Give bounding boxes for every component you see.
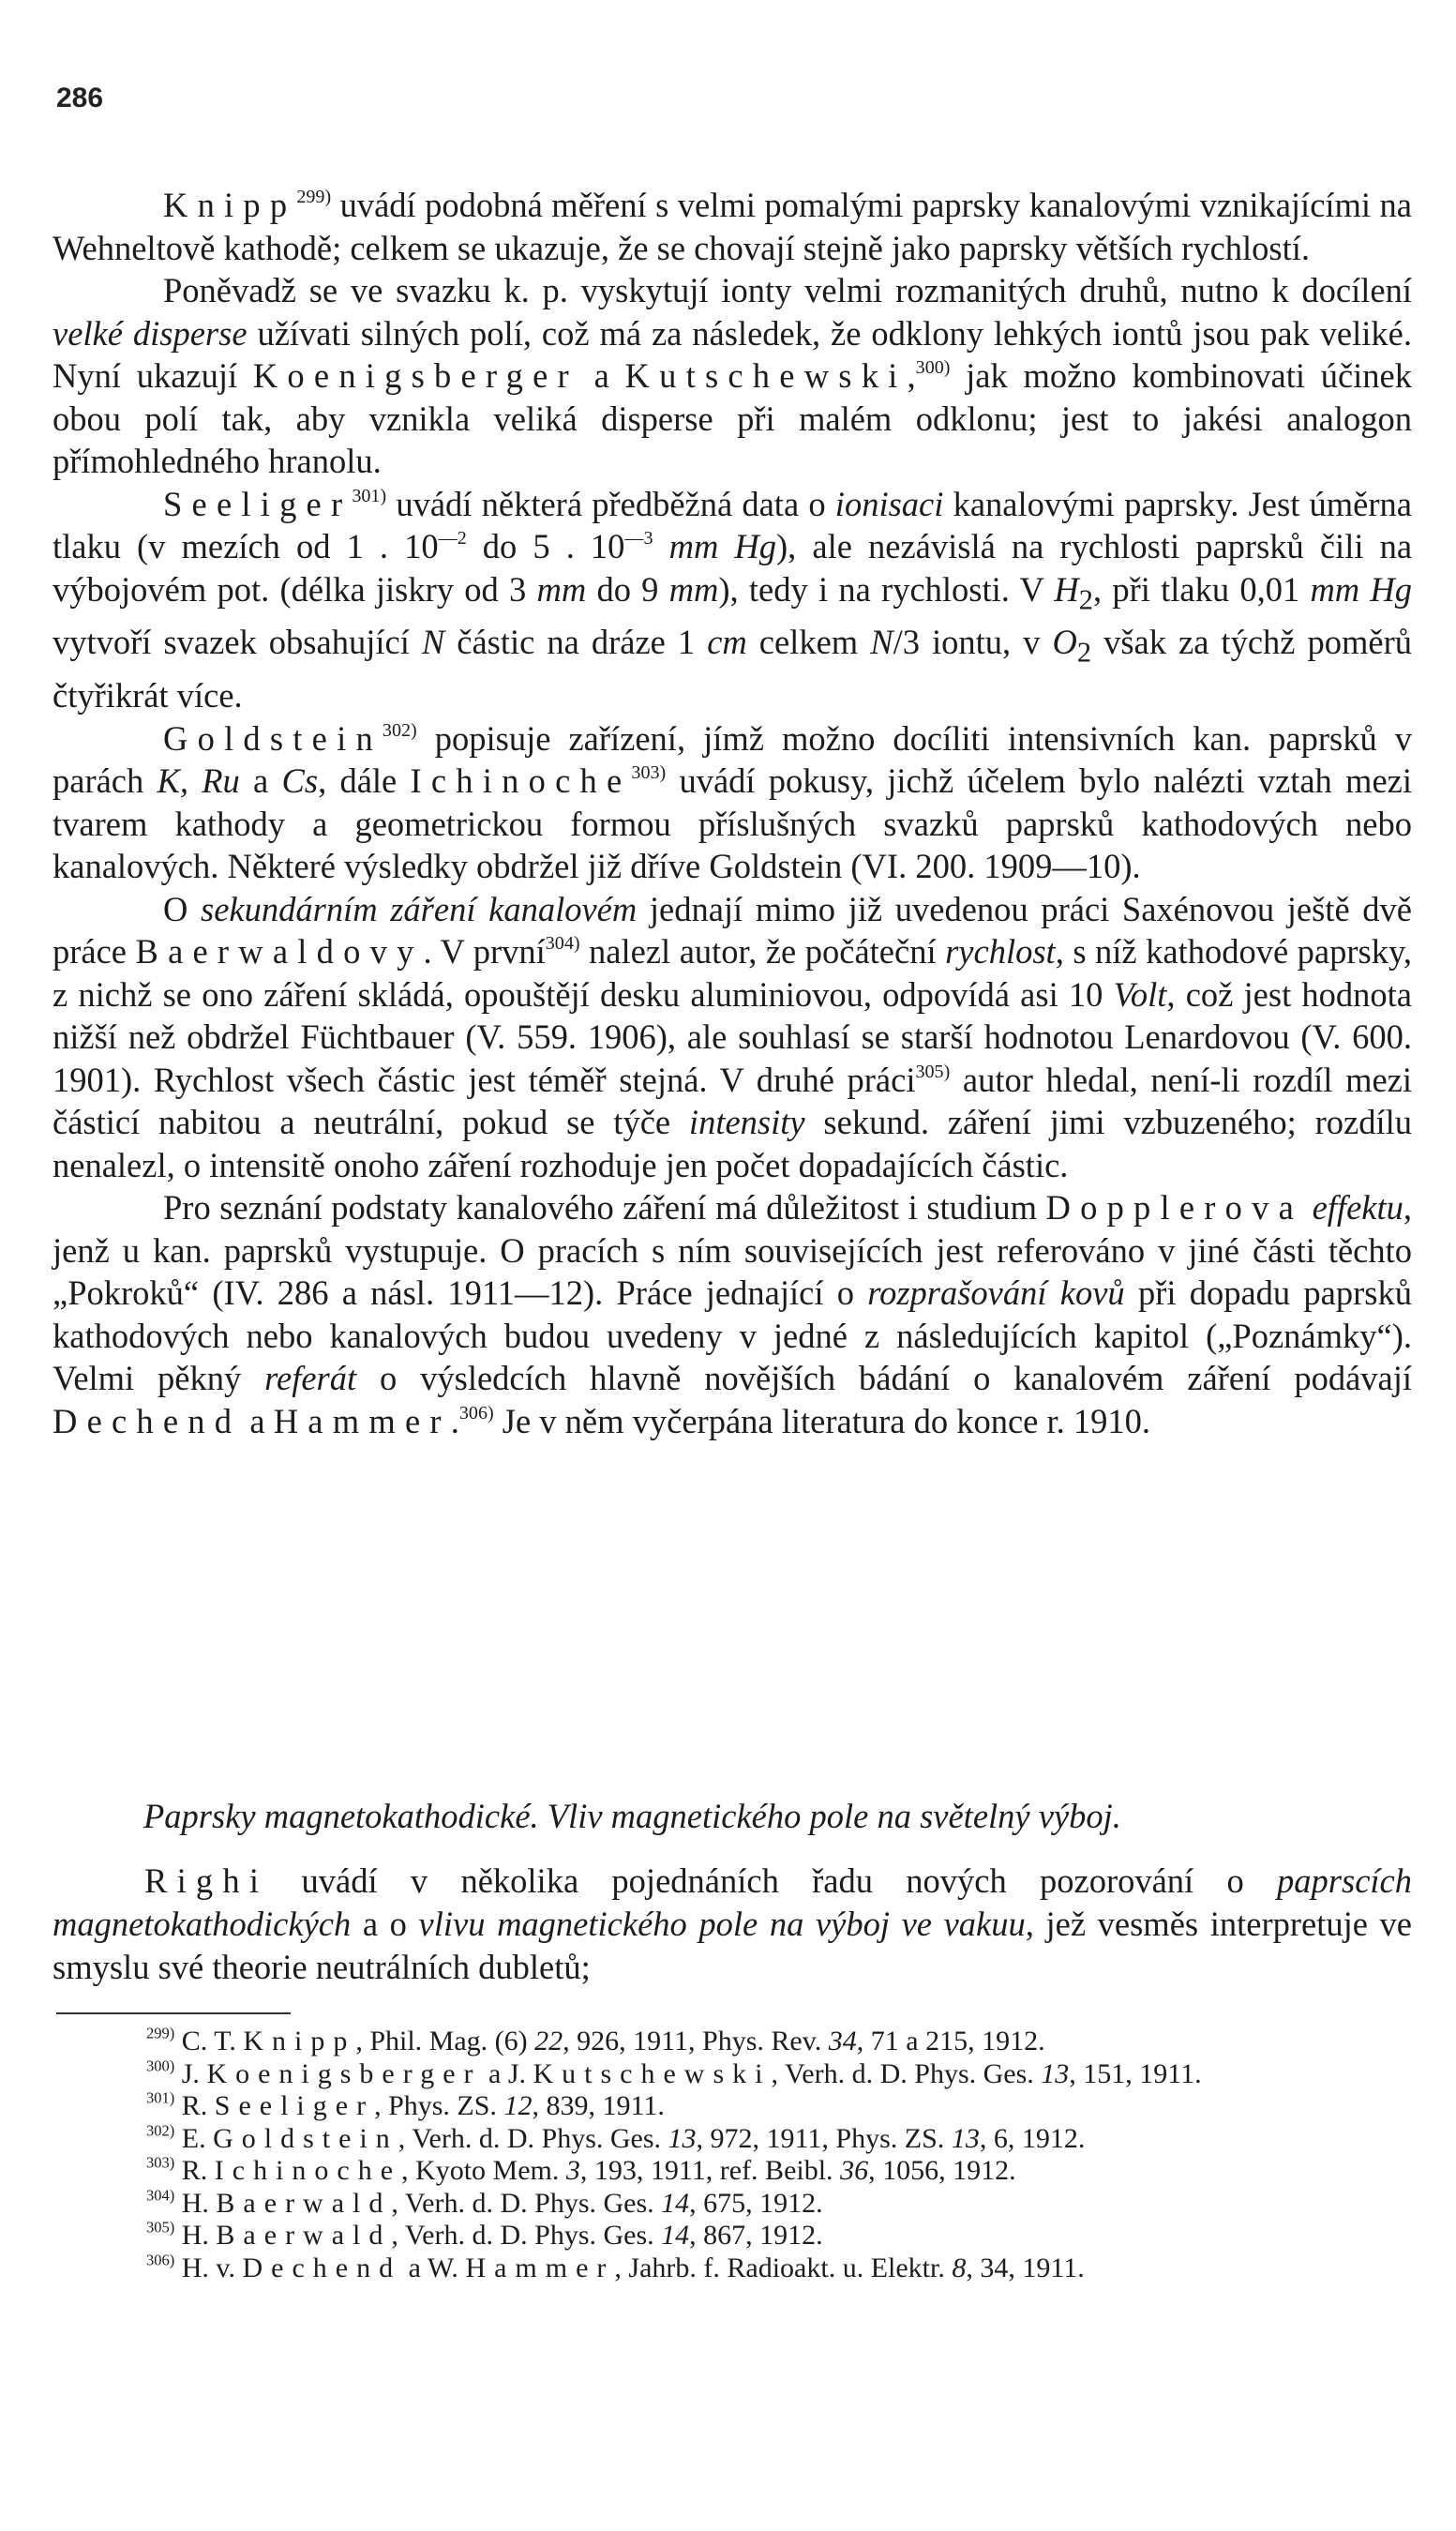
author-name: Koenigsberger <box>252 356 578 395</box>
paragraph <box>53 1860 1412 1989</box>
text-run: H. <box>174 2220 217 2251</box>
emphasis-text: 22 <box>534 2026 563 2056</box>
paragraph <box>53 888 1412 1187</box>
reference-number: 299) <box>296 186 332 207</box>
text-run: , 1056, 1912. <box>868 2155 1016 2186</box>
author-name: Righi <box>144 1861 269 1900</box>
text-run: H. v. <box>174 2252 243 2283</box>
author-name: Ichinoche <box>410 761 632 801</box>
emphasis-text: Cs <box>281 761 319 801</box>
emphasis-text: H <box>1054 569 1079 609</box>
text-run: , při tlaku 0,01 <box>1092 569 1311 609</box>
author-name: Hammer <box>273 1401 451 1440</box>
emphasis-text: intensity <box>688 1103 805 1142</box>
reference-number: 299) <box>146 2024 175 2042</box>
footnote <box>53 2090 1412 2123</box>
text-run: R. <box>174 2090 215 2121</box>
footnote <box>53 2123 1412 2156</box>
author-name: Baerwald <box>216 2187 392 2219</box>
author-name: Kutschewski <box>624 356 908 395</box>
paragraph <box>53 717 1412 888</box>
page-number: 286 <box>56 83 104 113</box>
text-run: uvádí některá předběžná data o <box>386 484 835 523</box>
text-run: , s níž kathodové paprsky, z nichž se ono záření skládá, opouštějí desku aluminiovou, odpovídá asi 10 <box>53 932 1412 1014</box>
paragraph <box>53 184 1412 269</box>
reference-number: 300) <box>915 356 951 378</box>
text-run: o výsledcích hlavně novějších bádání o kanalovém záření podávají <box>356 1359 1412 1398</box>
text-run: do 5 . 10 <box>466 527 625 565</box>
text-run: , Jahrb. f. Radioakt. u. Elektr. <box>614 2252 953 2283</box>
text-run: autor hledal, není-li rozdíl mezi částicí nabitou a neutrální, pokud se týče <box>53 1060 1413 1142</box>
text-run: jak možno kombinovati účinek obou polí tak, aby vznikla veliká disperse při malém odklonu; jest to jakési analogon přímohledného hranolu. <box>53 356 1412 480</box>
reference-number: 302) <box>382 719 417 741</box>
text-run: . V první <box>423 932 546 972</box>
body-text <box>53 184 1412 1442</box>
reference-number: —3 <box>624 527 653 549</box>
text-run <box>1303 1188 1313 1227</box>
emphasis-text: mm Hg <box>1310 569 1412 609</box>
emphasis-text: K, Ru <box>157 761 240 801</box>
footnote <box>53 2026 1412 2058</box>
emphasis-text: 34 <box>828 2026 857 2056</box>
text-run: Pro seznání podstaty kanalového záření má důležitost i studium <box>163 1188 1046 1228</box>
text-run: do 9 <box>586 569 669 609</box>
text-run: při dopadu paprsků kathodových nebo kanalových budou uvedeny v jedné z následujících kapitol („Poznámky“). Velmi pěkný <box>53 1273 1412 1398</box>
text-run: jednají mimo již uvedenou práci Saxénovou ještě dvě práce <box>53 889 1412 972</box>
emphasis-text: 12 <box>503 2090 533 2121</box>
text-run: vytvoří svazek obsahující <box>53 623 422 662</box>
text-run: /3 iontu, v <box>893 623 1053 662</box>
text-run: Poněvadž se ve svazku k. p. vyskytují ionty velmi rozmanitých druhů, nutno k docílení <box>163 271 1412 309</box>
reference-number: 304) <box>146 2186 175 2205</box>
text-run: Je v něm vyčerpána literatura do konce r. 1910. <box>493 1401 1150 1440</box>
paragraph <box>53 269 1412 483</box>
footnote <box>53 2252 1412 2285</box>
emphasis-text: 3 <box>565 2155 580 2186</box>
emphasis-text: 13 <box>1041 2057 1070 2089</box>
text-run: J. <box>174 2057 207 2089</box>
footnotes <box>53 2026 1412 2284</box>
emphasis-text: 8 <box>952 2252 967 2283</box>
author-name: Dechend <box>53 1401 242 1440</box>
paragraph <box>53 1186 1412 1442</box>
subscript: 2 <box>1076 636 1092 669</box>
text-run: popisuje zařízení, jímž možno docíliti intensivních kan. paprsků v parách <box>53 718 1412 801</box>
emphasis-text: mm Hg <box>668 527 777 565</box>
text-run: , jež vesměs interpretuje ve smyslu své theorie neutrálních dubletů; <box>53 1905 1413 1986</box>
text-run: E. <box>174 2122 214 2154</box>
text-run: , 71 a 215, 1912. <box>856 2026 1045 2056</box>
emphasis-text: vlivu magnetického pole na výboj ve vakuu <box>418 1905 1026 1943</box>
emphasis-text: 36 <box>840 2155 869 2186</box>
section-heading: Paprsky magnetokathodické. Vliv magnetického pole na světelný výboj. <box>143 1797 1121 1835</box>
text-run: a <box>239 761 282 801</box>
text-run: a o <box>351 1905 419 1943</box>
text-run: a <box>241 1401 274 1440</box>
text-run: částic na dráze 1 <box>444 623 708 662</box>
author-name: Ichinoche <box>214 2155 402 2186</box>
text-run: , Verh. d. D. Phys. Ges. <box>391 2220 662 2251</box>
text-run: uvádí pokusy, jichž účelem bylo nalézti vztah mezi tvarem kathody a geometrickou formou příslušných svazků paprsků kathodových nebo kanalových. Některé výsledky obdržel již dříve Goldstein (VI. 200. 1909—10). <box>53 761 1412 886</box>
footnote <box>53 2058 1412 2091</box>
emphasis-text: mm <box>536 569 587 609</box>
emphasis-text: N <box>421 623 445 662</box>
author-name: Knipp <box>243 2026 356 2056</box>
text-run: uvádí v několika pojednáních řadu nových pozorování o <box>268 1861 1278 1900</box>
emphasis-text: O <box>1052 623 1077 662</box>
text-run: , Verh. d. D. Phys. Ges. <box>391 2187 662 2219</box>
author-name: Baerwald <box>216 2220 392 2251</box>
paragraph <box>53 483 1412 717</box>
text-run: , 867, 1912. <box>689 2220 823 2251</box>
footnote <box>53 2220 1412 2252</box>
footnote-rule <box>56 2012 291 2014</box>
text-run: , Verh. d. D. Phys. Ges. <box>398 2122 668 2154</box>
reference-number: 306) <box>146 2251 175 2269</box>
emphasis-text: Volt <box>1113 974 1167 1014</box>
text-run: , 675, 1912. <box>689 2187 823 2219</box>
reference-number: —2 <box>438 527 467 549</box>
text-run: nalezl autor, že počáteční <box>579 932 946 972</box>
emphasis-text: 14 <box>661 2220 690 2251</box>
subscript: 2 <box>1078 582 1093 615</box>
text-run: , dále <box>318 761 411 801</box>
emphasis-text: effektu <box>1312 1188 1403 1228</box>
text-run: , 151, 1911. <box>1069 2057 1202 2089</box>
author-name: Seeliger <box>163 484 353 523</box>
text-run: , 34, 1911. <box>966 2252 1085 2283</box>
emphasis-text: 14 <box>661 2187 690 2219</box>
author-name: Dechend <box>242 2252 402 2283</box>
text-run: , což jest hodnota nižší než obdržel Füchtbauer (V. 559. 1906), ale souhlasí se starší hodnotou Lenardovou (V. 600. 1901). Rychlost všech částic jest téměř stejná. V druhé práci <box>53 974 1412 1099</box>
emphasis-text: 13 <box>951 2122 980 2154</box>
emphasis-text: cm <box>707 623 747 662</box>
footnote <box>53 2155 1412 2188</box>
text-run: O <box>163 889 202 928</box>
reference-number: 300) <box>146 2056 175 2075</box>
emphasis-text: referát <box>264 1359 357 1398</box>
text-run: , jenž u kan. paprsků vystupuje. O pracích s ním souvisejících jest referováno v jiné části těchto „Pokroků“ (IV. 286 a násl. 1911—12). Práce jednající o <box>53 1188 1412 1313</box>
author-name: Knipp <box>163 186 297 224</box>
author-name: Kutschewski <box>533 2057 772 2089</box>
text-run: , Kyoto Mem. <box>401 2155 566 2186</box>
reference-number: 305) <box>915 1061 951 1082</box>
emphasis-text: 13 <box>668 2122 697 2154</box>
reference-number: 303) <box>631 762 667 784</box>
text-run: , 6, 1912. <box>979 2122 1086 2154</box>
author-name: Koenigsberger <box>206 2057 482 2089</box>
author-name: Seeliger <box>214 2090 375 2121</box>
emphasis-text: rychlost <box>945 932 1056 972</box>
reference-number: 303) <box>146 2153 175 2172</box>
text-run: , Phys. ZS. <box>374 2090 504 2121</box>
text-run: a W. <box>401 2252 466 2283</box>
text-run: ), ale nezávislá na rychlosti paprsků čili na výbojovém pot. (délka jiskry od 3 <box>53 527 1413 609</box>
text-run: , 972, 1911, Phys. ZS. <box>696 2122 952 2154</box>
text-run: , 839, 1911. <box>532 2090 665 2121</box>
text-run: , 193, 1911, ref. Beibl. <box>579 2155 841 2186</box>
text-run: uvádí podobná měření s velmi pomalými paprsky kanalovými vznikajícími na Wehneltově kathodě; celkem se ukazuje, že se chovají stejně jako paprsky větších rychlostí. <box>53 186 1412 267</box>
text-run: R. <box>174 2155 215 2186</box>
text-run: sekund. záření jimi vzbuzeného; rozdílu nenalezl, o intensitě onoho záření rozhoduje jen počet dopadajících částic. <box>53 1103 1412 1184</box>
emphasis-text: sekundárním záření kanalovém <box>201 889 638 928</box>
text-run: kanalovými paprsky. Jest úměrna tlaku (v mezích od 1 . 10 <box>53 484 1412 565</box>
reference-number: 304) <box>545 933 580 955</box>
text-run: však za týchž poměrů čtyřikrát více. <box>53 623 1412 716</box>
text-run: , Verh. d. D. Phys. Ges. <box>771 2057 1042 2089</box>
reference-number: 305) <box>146 2218 175 2237</box>
text-run: . <box>450 1401 459 1440</box>
text-run: , Phil. Mag. (6) <box>355 2026 535 2056</box>
emphasis-text: mm <box>668 569 719 609</box>
text-run: a <box>578 356 625 395</box>
emphasis-text: paprscích magnetokathodických <box>53 1861 1412 1943</box>
author-name: Goldstein <box>163 718 383 758</box>
text-run: a J. <box>481 2057 533 2089</box>
emphasis-text: ionisaci <box>834 484 944 523</box>
text-run: užívati silných polí, což má za následek, že odklony lehkých iontů jsou pak veliké. Nyní ukazují <box>53 313 1412 395</box>
footnote <box>53 2188 1412 2221</box>
emphasis-text: velké disperse <box>53 313 248 353</box>
text-run: H. <box>174 2187 217 2219</box>
author-name: Hammer <box>465 2252 615 2283</box>
emphasis-text: N <box>870 623 893 662</box>
text-run: , <box>907 356 916 395</box>
section-body <box>53 1860 1412 1989</box>
reference-number: 306) <box>458 1402 494 1424</box>
author-name: Baerwaldovy <box>135 932 424 972</box>
reference-number: 302) <box>146 2121 175 2140</box>
text-run: C. T. <box>174 2026 244 2056</box>
text-run: , 926, 1911, Phys. Rev. <box>563 2026 829 2056</box>
text-run <box>653 527 669 565</box>
text-run: celkem <box>746 623 871 662</box>
emphasis-text: rozprašování kovů <box>867 1273 1125 1313</box>
reference-number: 301) <box>352 485 387 506</box>
author-name: Goldstein <box>213 2122 398 2154</box>
reference-number: 301) <box>146 2088 175 2107</box>
author-name: Dopplerova <box>1045 1188 1304 1228</box>
text-run: ), tedy i na rychlosti. V <box>718 569 1055 609</box>
